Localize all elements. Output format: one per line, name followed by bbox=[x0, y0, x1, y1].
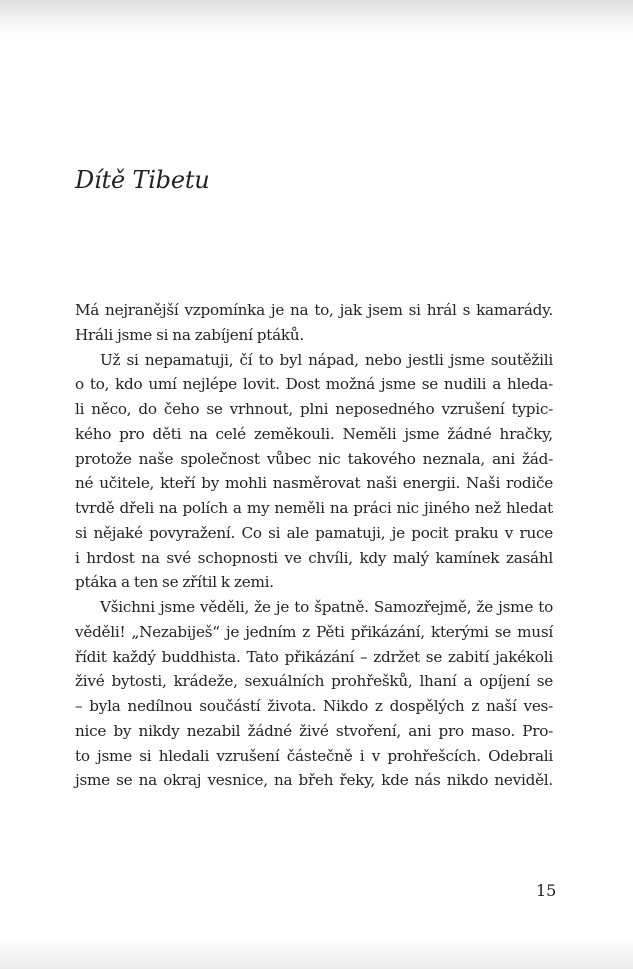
text-line: věděli! „Nezabiješ“ je jedním z Pěti přikázání, kterými se musí bbox=[75, 622, 553, 641]
text-line: protože naše společnost vůbec nic takového neznala, ani žád- bbox=[75, 449, 553, 468]
text-line: li něco, do čeho se vrhnout, plni neposedného vzrušení typic- bbox=[75, 400, 553, 418]
text-line: i hrdost na své schopnosti ve chvíli, kdy malý kamínek zasáhl bbox=[75, 548, 553, 567]
text-line: živé bytosti, krádeže, sexuálních prohřešků, lhaní a opíjení se bbox=[75, 672, 553, 691]
text-line: o to, kdo umí nejlépe lovit. Dost možná jsme se nudili a hleda- bbox=[75, 375, 553, 394]
page-bottom-shadow bbox=[0, 937, 633, 969]
text-line: to jsme si hledali vzrušení částečně i v prohřešcích. Odebrali bbox=[75, 746, 553, 765]
text-line: – byla nedílnou součástí života. Nikdo z dospělých z naší ves- bbox=[75, 697, 553, 715]
text-line: tvrdě dřeli na polích a my neměli na práci nic jiného než hledat bbox=[75, 499, 553, 517]
body-text bbox=[75, 298, 553, 793]
paragraph bbox=[75, 298, 553, 348]
text-line: nice by nikdy nezabil žádné živé stvoření, ani pro maso. Pro- bbox=[75, 721, 553, 740]
paragraph bbox=[75, 348, 553, 596]
chapter-title: Dítě Tibetu bbox=[75, 166, 210, 194]
text-line: ptáka a ten se zřítil k zemi. bbox=[75, 573, 274, 592]
text-line: si nějaké povyražení. Co si ale pamatuji, je pocit praku v ruce bbox=[75, 523, 553, 542]
page-number: 15 bbox=[536, 881, 557, 900]
text-line: Má nejranější vzpomínka je na to, jak jsem si hrál s kamarády. bbox=[75, 301, 553, 319]
text-line: Všichni jsme věděli, že je to špatně. Samozřejmě, že jsme to bbox=[100, 598, 553, 616]
text-line: jsme se na okraj vesnice, na břeh řeky, kde nás nikdo neviděl. bbox=[75, 771, 553, 790]
text-line: Už si nepamatuji, čí to byl nápad, nebo jestli jsme soutěžili bbox=[100, 350, 553, 369]
text-line: řídit každý buddhista. Tato přikázání – zdržet se zabití jakékoli bbox=[75, 647, 553, 666]
paragraph bbox=[75, 595, 553, 793]
text-line: kého pro děti na celé zeměkouli. Neměli jsme žádné hračky, bbox=[75, 424, 553, 443]
text-line: né učitele, kteří by mohli nasměrovat naši energii. Naši rodiče bbox=[75, 474, 553, 493]
text-line: Hráli jsme si na zabíjení ptáků. bbox=[75, 325, 304, 344]
